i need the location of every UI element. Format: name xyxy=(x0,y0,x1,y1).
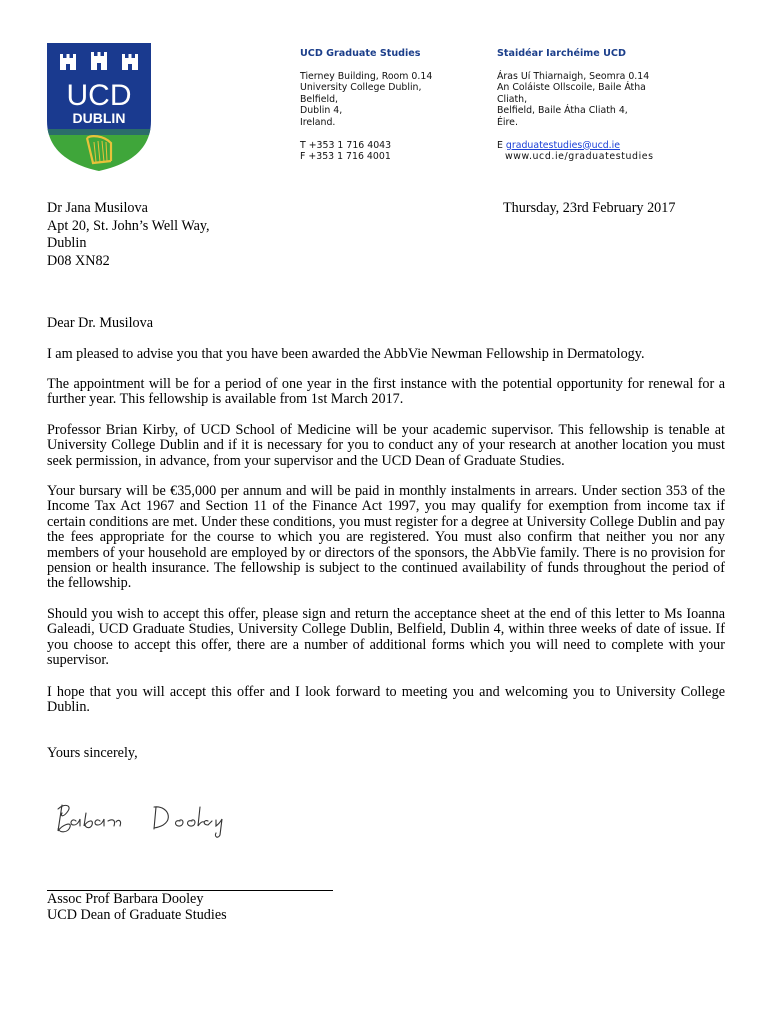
address-line: Belfield, Baile Átha Cliath 4, xyxy=(497,105,628,117)
address-line: Tierney Building, Room 0.14 xyxy=(300,70,433,82)
body-paragraph: I am pleased to advise you that you have been awarded the AbbVie Newman Fellowship in Dermatology. xyxy=(47,346,645,362)
fax-number: F +353 1 716 4001 xyxy=(300,151,391,163)
header-irish-title: Staidéar Iarchéime UCD xyxy=(497,48,626,59)
address-line: Ireland. xyxy=(300,116,336,128)
header-english xyxy=(300,48,470,163)
recipient-address xyxy=(47,200,210,270)
body-paragraph: I hope that you will accept this offer and I look forward to meeting you and welcoming you to University College Dublin. xyxy=(47,684,725,716)
address-line: Áras Uí Thiarnaigh, Seomra 0.14 xyxy=(497,70,650,82)
body-paragraph: Professor Brian Kirby, of UCD School of Medicine will be your academic supervisor. This fellowship is tenable at University College Dublin and if it is necessary for you to conduct any of your research at another location you must seek permission, in advance, from your supervisor and the UCD Dean of Graduate Studies. xyxy=(47,422,725,469)
email-prefix: E xyxy=(497,139,503,151)
salutation: Dear Dr. Musilova xyxy=(47,315,153,331)
address-line: Dublin 4, xyxy=(300,105,343,117)
body-paragraph: Should you wish to accept this offer, please sign and return the acceptance sheet at the end of this letter to Ms Ioanna Galeadi, UCD Graduate Studies, University College Dublin, Belfield, Dublin 4, within three weeks of date of issue. If you choose to accept this offer, there are a number of additional forms which you will need to complete with your supervisor. xyxy=(47,606,725,669)
address-line: Éire. xyxy=(497,116,518,128)
signatory-title: UCD Dean of Graduate Studies xyxy=(47,907,227,923)
ucd-dublin-logo xyxy=(47,43,151,171)
signatory-name: Assoc Prof Barbara Dooley xyxy=(47,891,204,907)
handwritten-signature xyxy=(50,795,230,840)
website-url[interactable]: www.ucd.ie/graduatestudies xyxy=(505,151,654,163)
signatory-block xyxy=(47,891,227,923)
recipient-name: Dr Jana Musilova xyxy=(47,200,148,216)
closing: Yours sincerely, xyxy=(47,745,138,761)
header-irish xyxy=(497,48,667,163)
letter-date: Thursday, 23rd February 2017 xyxy=(503,200,676,216)
email-link[interactable]: graduatestudies@ucd.ie xyxy=(505,139,621,151)
recipient-city: Dublin xyxy=(47,235,87,251)
address-line: University College Dublin, xyxy=(300,82,422,94)
body-paragraph: Your bursary will be €35,000 per annum and will be paid in monthly instalments in arrears. Under section 353 of the Income Tax Act 1967 and Section 11 of the Finance Act 1997, you may qualify for exemption from income tax if certain conditions are met. Under these conditions, you must register for a degree at University College Dublin and pay the fees appropriate for the course to which you are registered. You must also confirm that neither you nor any members of your household are employed by or directors of the sponsors, the AbbVie family. There is no provision for pension or health insurance. The fellowship is subject to the continued availability of funds throughout the period of the fellowship. xyxy=(47,483,725,592)
logo-sub-text: DUBLIN xyxy=(72,110,126,126)
address-line: Cliath, xyxy=(497,93,528,105)
recipient-postcode: D08 XN82 xyxy=(47,252,110,269)
body-paragraph: The appointment will be for a period of one year in the first instance with the potential opportunity for renewal for a further year. This fellowship is available from 1st March 2017. xyxy=(47,376,725,408)
recipient-street: Apt 20, St. John’s Well Way, xyxy=(47,217,210,234)
logo-main-text: UCD xyxy=(66,79,132,112)
address-line: An Coláiste Ollscoile, Baile Átha xyxy=(497,82,646,94)
address-line: Belfield, xyxy=(300,93,339,105)
header-english-title: UCD Graduate Studies xyxy=(300,48,421,59)
phone-number: T +353 1 716 4043 xyxy=(300,139,392,151)
